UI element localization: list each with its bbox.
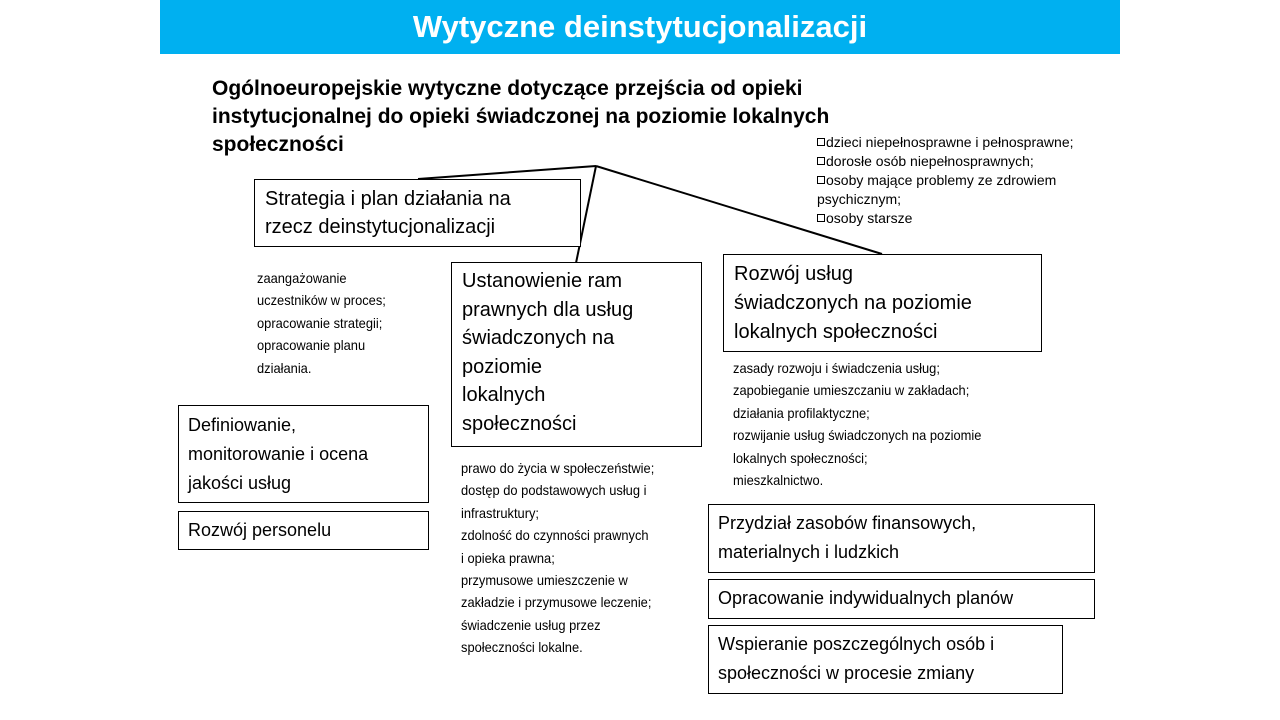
resources-box-label: Przydział zasobów finansowych, materialnych i ludzkich — [718, 513, 977, 562]
strategy-box — [254, 179, 581, 247]
quality-box — [178, 405, 429, 503]
strategy-box-label: Strategia i plan działania na rzecz deinstytucjonalizacji — [265, 188, 511, 238]
community-services-box — [723, 254, 1042, 352]
target-group-item: dorosłe osób niepełnosprawnych; — [817, 152, 1107, 171]
legal-framework-box-label: Ustanowienie ram prawnych dla usług świadczonych na poziomie lokalnych społeczności — [462, 270, 634, 435]
checkbox-bullet-icon — [817, 138, 825, 146]
legal-framework-notes: prawo do życia w społeczeństwie; dostęp do podstawowych usług i infrastruktury; zdolność do czynności prawnych i opieka prawna; przymusowe umieszczenie w zakładzie i przymusowe leczenie; świadczenie usług przez społeczności lokalne. — [461, 460, 655, 656]
target-group-item: osoby starsze — [817, 209, 1107, 228]
quality-box-label: Definiowanie, monitorowanie i ocena jakości usług — [188, 415, 369, 493]
staff-box — [178, 511, 429, 550]
page-title: Wytyczne deinstytucjonalizacji — [412, 9, 868, 44]
checkbox-bullet-icon — [817, 157, 825, 165]
checkbox-bullet-icon — [817, 214, 825, 222]
support-box-label: Wspieranie poszczególnych osób i społeczności w procesie zmiany — [718, 634, 995, 683]
individual-plans-box — [708, 579, 1095, 619]
target-groups-list — [817, 133, 1107, 228]
individual-plans-box-label: Opracowanie indywidualnych planów — [718, 588, 1014, 608]
connector-to-strategy — [418, 166, 596, 179]
resources-box — [708, 504, 1095, 573]
community-services-notes: zasady rozwoju i świadczenia usług; zapobieganie umieszczaniu w zakładach; działania profilaktyczne; rozwijanie usług świadczonych na poziomie lokalnych społeczności; mieszkalnictwo. — [733, 360, 982, 489]
checkbox-bullet-icon — [817, 176, 825, 184]
target-group-item: dzieci niepełnosprawne i pełnosprawne; — [817, 133, 1107, 152]
strategy-notes: zaangażowanie uczestników w proces; opracowanie strategii; opracowanie planu działania. — [257, 270, 386, 376]
legal-framework-box — [451, 262, 702, 447]
target-group-item: osoby mające problemy ze zdrowiem psychicznym; — [817, 172, 1057, 207]
support-box — [708, 625, 1063, 694]
community-services-box-label: Rozwój usług świadczonych na poziomie lokalnych społeczności — [734, 263, 972, 343]
diagram-subtitle: Ogólnoeuropejskie wytyczne dotyczące przejścia od opieki instytucjonalnej do opieki świadczonej na poziomie lokalnych społeczności — [212, 77, 830, 156]
staff-box-label: Rozwój personelu — [188, 520, 332, 540]
